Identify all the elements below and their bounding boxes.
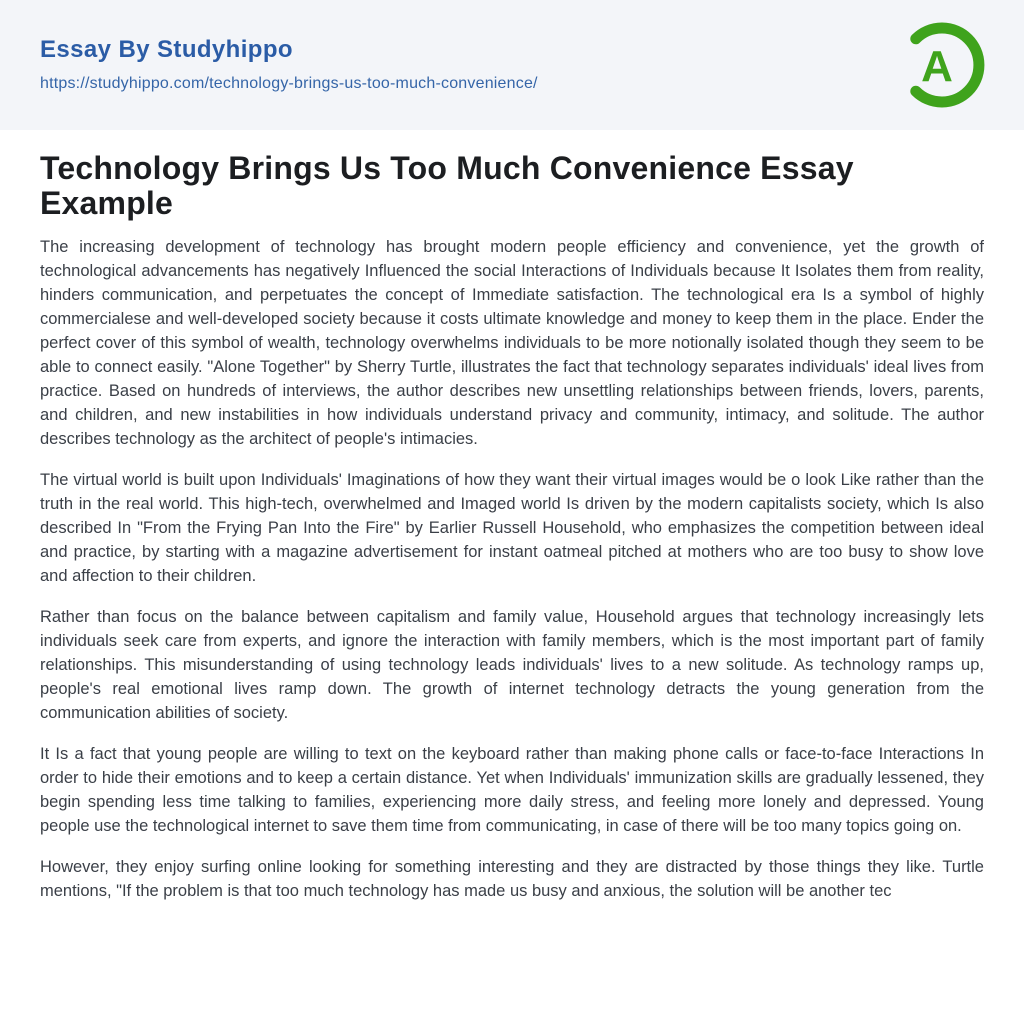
essay-paragraph-2: The virtual world is built upon Individuals' Imaginations of how they want their virtual images would be o look Like rather than the truth in the real world. This high-tech, overwhelmed and Imaged world Is driven by the modern capitalists society, which Is also described In "From the Frying Pan Into the Fire" by Earlier Russell Household, who emphasizes the competition between ideal and practice, by starting with a magazine advertisement for instant oatmeal pitched at mothers who are too busy to show love and affection to their children. — [40, 471, 984, 585]
essay-paragraph-4: It Is a fact that young people are willing to text on the keyboard rather than making phone calls or face-to-face Interactions In order to hide their emotions and to keep a certain distance. Yet when Individuals' immunization skills are gradually lessened, they begin spending less time talking to families, experiencing more daily stress, and feeling more lonely and depressed. Young people use the technological internet to save them time from communicating, in case of there will be too many topics going on. — [40, 745, 984, 835]
logo-letter: A — [921, 42, 953, 91]
site-title: Essay By Studyhippo — [40, 35, 293, 63]
header-text-block — [40, 37, 538, 93]
essay-title: Technology Brings Us Too Much Convenience Essay Example — [40, 150, 854, 221]
essay-paragraph-1: The increasing development of technology has brought modern people efficiency and convenience, yet the growth of technological advancements has negatively Influenced the social Interactions of Individuals because It Isolates them from reality, hinders communication, and perpetuates the concept of Immediate satisfaction. The technological era Is a symbol of highly commercialese and well-developed society because it costs ultimate knowledge and money to keep them in the place. Ender the perfect cover of this symbol of wealth, technology overwhelms individuals to be more notionally isolated though they seem to be able to connect easily. "Alone Together" by Sherry Turtle, illustrates the fact that technology separates individuals' ideal lives from practice. Based on hundreds of interviews, the author describes new unsettling relationships between friends, lovers, parents, and children, and new instabilities in how individuals understand privacy and community, intimacy, and solitude. The author describes technology as the architect of people's intimacies. — [40, 238, 984, 448]
studyhippo-logo-icon — [898, 21, 986, 109]
page-header — [0, 0, 1024, 130]
essay-paragraph-3: Rather than focus on the balance between capitalism and family value, Household argues that technology increasingly lets individuals seek care from experts, and ignore the interaction with family members, which is the most important part of family relationships. This misunderstanding of using technology leads individuals' lives to a new solitude. As technology ramps up, people's real emotional lives ramp down. The growth of internet technology detracts the young generation from the communication abilities of society. — [40, 608, 984, 722]
essay-content — [0, 151, 1024, 903]
source-url-link[interactable]: https://studyhippo.com/technology-brings-us-too-much-convenience/ — [40, 75, 538, 93]
logo-arc-icon — [898, 21, 986, 109]
essay-paragraph-5: However, they enjoy surfing online looking for something interesting and they are distracted by those things they like. Turtle mentions, "If the problem is that too much technology has made us busy and anxious, the solution will be another tec — [40, 858, 984, 900]
